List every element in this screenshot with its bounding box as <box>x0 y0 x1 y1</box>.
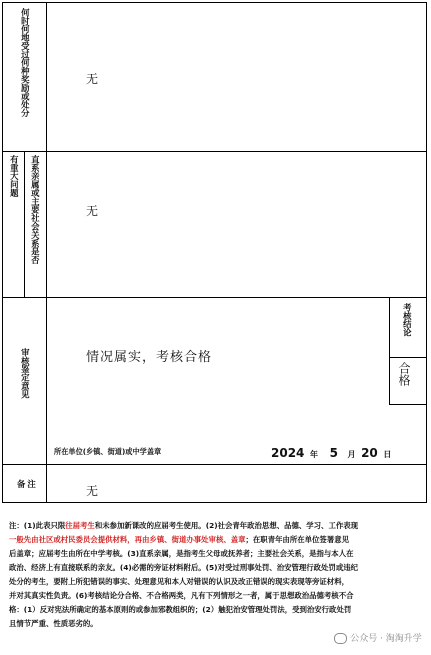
unit-seal-label: 所在单位(乡镇、街道)或中学盖章 <box>54 447 162 456</box>
result-value: 合格 <box>397 362 411 386</box>
notes-line-1 <box>9 519 427 532</box>
notes-line-3: 后盖章；应届考生由所在中学考核。(3)直系亲属，是指考生父母或抚养者；主要社会关系，是指与本人在 <box>9 549 354 558</box>
notes-line-7: 格：(1）反对宪法所确定的基本原则的或参加邪教组织的；(2）触犯治安管理处罚法，受到治安行政处罚 <box>9 605 352 614</box>
table-right-border <box>426 2 427 503</box>
date-month-unit: 月 <box>347 450 356 459</box>
date-year: 2024 <box>271 446 305 460</box>
date-day: 20 <box>361 446 378 460</box>
result-box-left <box>389 297 390 404</box>
notes-1b: 和未参加新课改的应届考生使用。(2)社会青年政治思想、品德、学习、工作表现 <box>94 521 359 530</box>
notes-line-6: 并对其真实性负责。(6)考核结论分合格、不合格两类，凡有下列情形之一者，属于思想政治品德考核不合 <box>9 591 354 600</box>
family-value: 无 <box>86 204 99 218</box>
table-left-border <box>2 2 3 503</box>
award-label: 何时何地受过何种奖励或处分 <box>20 8 31 118</box>
watermark <box>334 631 422 644</box>
result-box-divider <box>389 357 426 358</box>
notes-line-2 <box>9 533 427 546</box>
review-date <box>271 442 391 461</box>
notes-1a: 注：(1)此表只限 <box>9 521 66 530</box>
watermark-text: 公众号 · 淘淘升学 <box>350 634 422 644</box>
notes-line-4: 政治、经济上有直接联系的亲友。(4)必需的旁证材料附后。(5)对受过刑事处罚、治安管理行政处罚或违纪 <box>9 563 358 572</box>
table-bottom-border <box>2 502 427 503</box>
label-column-divider <box>46 2 47 503</box>
notes-line-8: 且情节严重、性质恶劣的。 <box>9 619 98 628</box>
table-top-border <box>2 2 427 3</box>
award-value: 无 <box>86 72 99 86</box>
family-label-col1: 有重大问题 <box>9 155 20 197</box>
date-month: 5 <box>329 446 338 460</box>
notes-2-highlight: 一般先由社区或村民委员会提供材料，再由乡镇、街道办事处审核、盖章 <box>9 535 246 544</box>
result-box-bottom <box>389 404 426 405</box>
date-day-unit: 日 <box>383 450 392 459</box>
remarks-label: 备注 <box>17 479 38 489</box>
notes-2b: ；在职青年由所在单位签署意见 <box>245 535 349 544</box>
row-divider-3 <box>2 464 427 465</box>
family-label-divider <box>24 151 25 297</box>
review-label: 审核鉴定意见 <box>20 348 31 399</box>
family-label-col2: 直系亲属或主要社会关系是否 <box>30 155 41 265</box>
notes-line-5: 处分的考生，要附上所犯错误的事实、处理意见和本人对错误的认识及改正错误的现实表现等旁证材料， <box>9 577 349 586</box>
date-year-unit: 年 <box>309 450 318 459</box>
result-label: 考核结论 <box>402 303 413 337</box>
review-opinion: 情况属实，考核合格 <box>86 350 213 365</box>
row-divider-1 <box>2 151 427 152</box>
notes-1-highlight: 往届考生 <box>65 521 95 530</box>
remarks-value: 无 <box>86 484 99 498</box>
wechat-icon <box>334 633 347 644</box>
row-divider-2 <box>2 297 427 298</box>
